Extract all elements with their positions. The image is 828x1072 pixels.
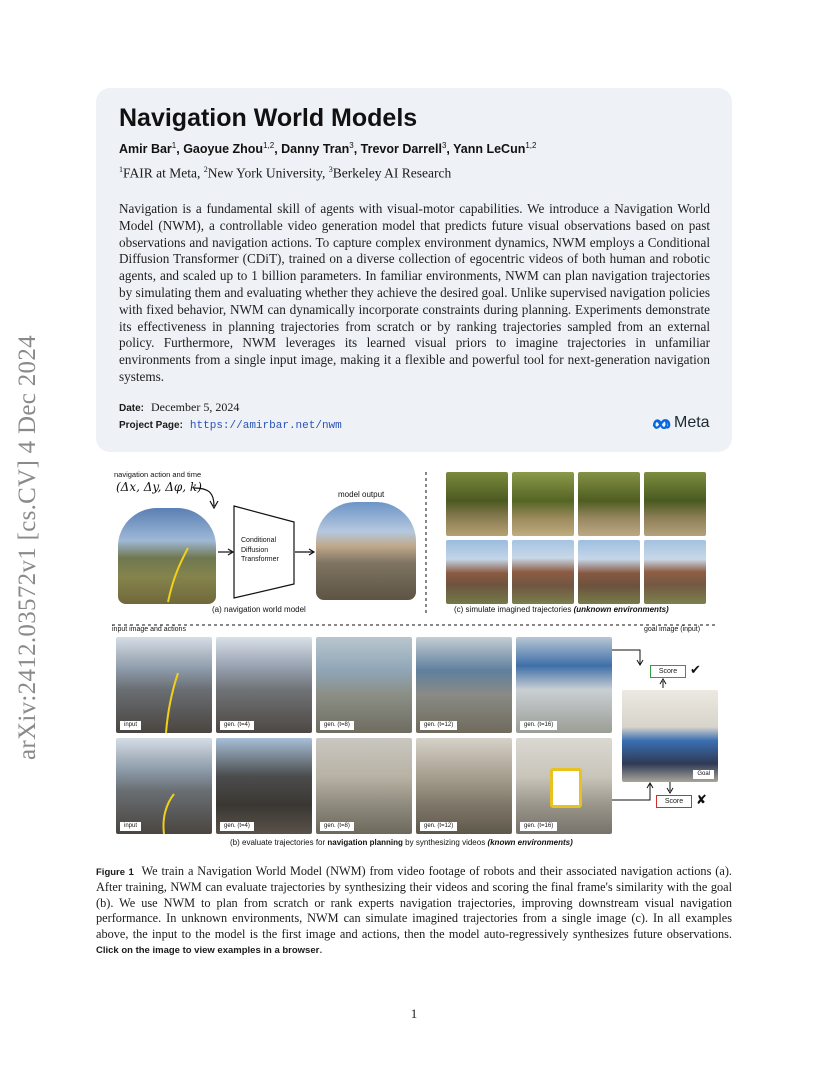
affiliation-name: Berkeley AI Research (332, 165, 452, 181)
yellow-sign (550, 768, 582, 808)
unknown-env-tree-1 (446, 472, 508, 536)
nav-action-label: navigation action and time (114, 470, 202, 479)
abstract: Navigation is a fundamental skill of agents with visual-motor capabilities. We introduce a Navigation World Model (NWM), a controllable video generation model that predicts future visual observations based on past observations and navigation actions. To capture complex environment dynamics, NWM employs a Conditional Diffusion Transformer (CDiT), trained on a diverse collection of egocentric videos of both human and robotic agents, and scaled up to 1 billion parameters. In familiar environments, NWM can plan navigation trajectories by simulating them and evaluating whether they achieve the desired goal. Unlike supervised navigation policies with fixed behavior, NWM can dynamically incorporate constraints during planning. Experiments demonstrate its effectiveness in planning trajectories from scratch or by ranking trajectories sampled from an external policy. Furthermore, NWM leverages its learned visual priors to imagine trajectories in unfamiliar environments from a single input image, making it a flexible and powerful tool for next-generation navigation systems. (119, 201, 710, 384)
row1-gen-frame-t12 (416, 637, 512, 733)
action-tuple: (Δx, Δy, Δφ, k) (116, 480, 202, 494)
score-label: Score (664, 798, 684, 805)
row1-gen-frame-t8 (316, 637, 412, 733)
caption-b-bold: navigation planning (327, 838, 403, 847)
model-output-image (316, 502, 416, 600)
frame-label: gen. (t=16) (520, 721, 557, 730)
caption-link[interactable]: Click on the image to view examples in a browser (96, 945, 320, 957)
frame-label: gen. (t=16) (520, 822, 557, 831)
goal-image (622, 690, 718, 782)
affiliation-mark: 1 (119, 165, 123, 174)
frame-label: input (120, 822, 141, 831)
project-page-link[interactable]: https://amirbar.net/nwm (189, 420, 342, 432)
score-box-good (650, 665, 686, 678)
row1-input-frame (116, 637, 212, 733)
affiliation-name: New York University (207, 165, 322, 181)
arxiv-stamp: arXiv:2412.03572v1 [cs.CV] 4 Dec 2024 (14, 335, 41, 760)
model-output-label: model output (338, 490, 385, 499)
score-label: Score (658, 668, 678, 675)
author-affiliation-mark: 1,2 (525, 141, 537, 150)
cdit-word: Conditional (241, 537, 277, 544)
caption-c (454, 605, 669, 614)
figure-caption (96, 864, 732, 958)
frame-label: gen. (t=12) (420, 721, 457, 730)
author-affiliation-mark: 3 (349, 141, 354, 150)
caption-b-emphasis: (known environments) (487, 838, 573, 847)
row1-gen-frame-t16 (516, 637, 612, 733)
row2-gen-frame-t16 (516, 738, 612, 834)
author-affiliation-mark: 1,2 (263, 141, 275, 150)
frame-label: gen. (t=8) (320, 721, 354, 730)
unknown-env-building-1 (446, 540, 508, 604)
unknown-env-tree-3 (578, 472, 640, 536)
figure-1[interactable] (110, 466, 720, 858)
affiliation-name: FAIR at Meta (123, 165, 197, 181)
author-name: Danny Tran (281, 142, 350, 157)
score-bad-indicator: ✘ (696, 792, 707, 807)
input-images-label: input image and actions (112, 626, 186, 633)
meta-logo-text: Meta (674, 414, 710, 431)
frame-label: gen. (t=4) (220, 822, 254, 831)
paper-title: Navigation World Models (119, 104, 418, 132)
frame-label: gen. (t=4) (220, 721, 254, 730)
unknown-env-building-3 (578, 540, 640, 604)
affiliation-mark: 3 (328, 165, 333, 174)
caption-text: We train a Navigation World Model (NWM) from video footage of robots and their associated navigation actions (a). After training, NWM can evaluate trajectories by synthesizing their videos and scoring the final frame's similarity with the goal (b). We use NWM to plan from scratch or rank experts navigation trajectories, improving downstream visual navigation performance. In unknown environments, NWM can simulate imagined trajectories from a single image (c). In all examples above, the input to the model is the first image and actions, then the model auto-regressively synthesizes future observations. (96, 864, 733, 941)
caption-a: (a) navigation world model (212, 605, 306, 614)
row2-gen-frame-t4 (216, 738, 312, 834)
date-label: Date: (119, 403, 145, 414)
goal-image-label: goal image (input) (644, 626, 701, 633)
frame-label: gen. (t=12) (420, 822, 457, 831)
unknown-env-tree-4 (644, 472, 706, 536)
cdit-box-label (241, 536, 291, 565)
caption-end: . (319, 942, 323, 957)
author-affiliation-mark: 1 (171, 141, 177, 150)
author-affiliation-mark: 3 (441, 141, 447, 150)
project-page-row (119, 417, 342, 432)
input-image-stack (118, 508, 216, 604)
frame-label: input (120, 721, 141, 730)
page-number: 1 (410, 1006, 418, 1021)
caption-label: Figure 1 (96, 867, 134, 878)
row2-gen-frame-t12 (416, 738, 512, 834)
goal-connector-top (612, 650, 640, 664)
caption-b-text: (b) evaluate trajectories for (230, 838, 328, 847)
path-arrow-icon (118, 508, 216, 604)
unknown-env-building-2 (512, 540, 574, 604)
goal-tag: Goal (693, 770, 714, 779)
project-page-label: Project Page: (119, 420, 183, 431)
goal-connector-bottom (612, 784, 650, 800)
caption-b-text-2: by synthesizing videos (402, 838, 488, 847)
author-name: Amir Bar (119, 142, 172, 157)
date-value: December 5, 2024 (151, 400, 240, 414)
row2-gen-frame-t8 (316, 738, 412, 834)
row1-gen-frame-t4 (216, 637, 312, 733)
author-list: Amir Bar$^1$, Gaoyue Zhou$^{1,2}$, Danny Tran$^3$, Trevor Darrell$^3$, Yann LeCun$^{1,2}$ (119, 141, 537, 157)
frame-label: gen. (t=8) (320, 822, 354, 831)
score-box-bad (656, 795, 692, 808)
score-good-indicator: ✔ (690, 662, 701, 677)
cdit-word: Diffusion (241, 546, 269, 554)
unknown-env-building-4 (644, 540, 706, 604)
header-card (96, 88, 732, 452)
affiliation-list: $^1$FAIR at Meta, $^2$New York University, $^3$Berkeley AI Research (119, 165, 452, 181)
author-name: Gaoyue Zhou (183, 142, 264, 157)
date-row (119, 400, 239, 415)
author-name: Yann LeCun (453, 142, 526, 157)
meta-logo (652, 414, 710, 432)
path-arrow-icon (116, 738, 212, 834)
meta-infinity-icon (652, 418, 672, 429)
unknown-env-tree-2 (512, 472, 574, 536)
row2-input-frame (116, 738, 212, 834)
caption-c-text: (c) simulate imagined trajectories (454, 605, 574, 614)
affiliation-mark: 2 (203, 165, 208, 174)
cdit-word: Transformer (241, 556, 279, 563)
path-arrow-icon (116, 637, 212, 733)
caption-c-emphasis: (unknown environments) (573, 605, 669, 614)
caption-b (230, 838, 573, 847)
author-name: Trevor Darrell (360, 142, 442, 157)
